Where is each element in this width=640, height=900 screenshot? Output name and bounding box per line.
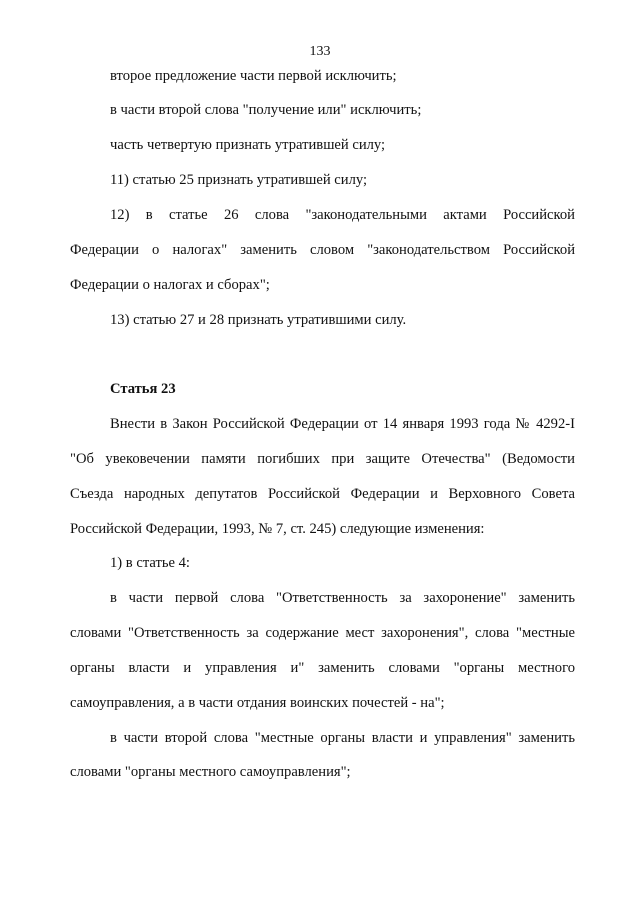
text-line: 1) в статье 4: — [110, 555, 190, 572]
text-line: Российской Федерации, 1993, № 7, ст. 245) следующие изменения: — [70, 520, 485, 537]
text-line: словами "органы местного самоуправления"; — [70, 764, 351, 781]
article-heading: Статья 23 — [110, 381, 176, 398]
page-number: 133 — [309, 44, 331, 59]
blank-line — [70, 337, 575, 372]
text-line: в части второй слова "получение или" исключить; — [110, 102, 422, 119]
text-line: органы власти и управления и" заменить словами "органы местного — [70, 659, 575, 676]
text-line: часть четвертую признать утратившей силу; — [110, 137, 386, 154]
text-line: Съезда народных депутатов Российской Федерации и Верховного Совета — [70, 485, 575, 502]
text-line: Федерации о налогах" заменить словом "законодательством Российской — [70, 241, 575, 258]
text-line: в части второй слова "местные органы власти и управления" заменить — [110, 729, 575, 746]
text-line: 11) статью 25 признать утратившей силу; — [110, 172, 368, 189]
text-line: в части первой слова "Ответственность за захоронение" заменить — [110, 590, 575, 607]
text-line: самоуправления, а в части отдания воинских почестей - на"; — [70, 694, 445, 711]
text-line: второе предложение части первой исключить; — [110, 67, 397, 84]
text-line: Федерации о налогах и сборах"; — [70, 276, 270, 293]
text-line: Внести в Закон Российской Федерации от 14 января 1993 года № 4292-I — [110, 416, 575, 433]
document-body — [70, 59, 575, 791]
text-line: 13) статью 27 и 28 признать утратившими силу. — [110, 311, 407, 328]
text-line: словами "Ответственность за содержание мест захоронения", слова "местные — [70, 625, 575, 642]
text-line: 12) в статье 26 слова "законодательными актами Российской — [110, 206, 575, 223]
text-line: "Об увековечении памяти погибших при защите Отечества" (Ведомости — [70, 450, 575, 467]
